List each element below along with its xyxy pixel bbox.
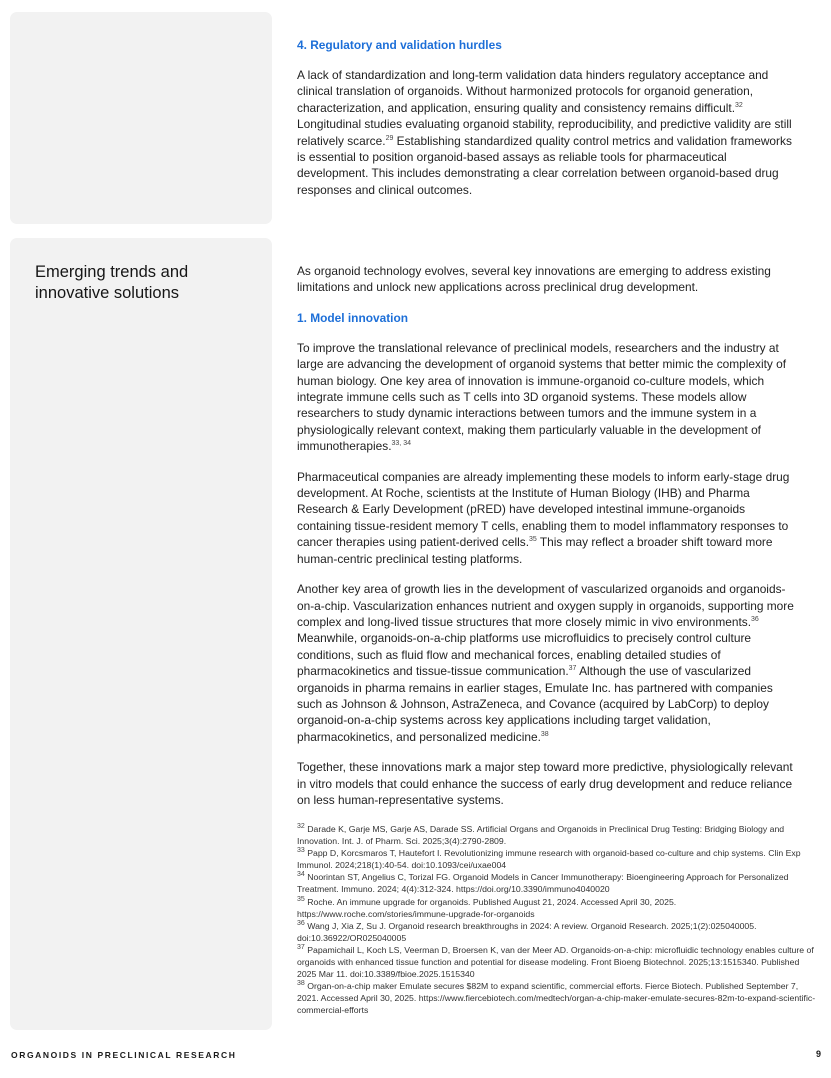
text-run: Meanwhile, organoids-on-a-chip platforms use microfluidics to precisely control culture conditions, such as fluid flow and mechanical forces, enabling detailed studies of pharmacokinetics and tissue-tissue communication. bbox=[297, 631, 752, 679]
reference-number: 32 bbox=[297, 823, 305, 831]
citation: 29 bbox=[385, 134, 394, 142]
citation: 35 bbox=[529, 536, 537, 544]
reference-item bbox=[297, 871, 817, 895]
sidebar-panel-top bbox=[10, 12, 272, 224]
citation: 33, 34 bbox=[391, 440, 411, 448]
text-run: This may reflect a broader shift toward more human-centric preclinical testing platforms. bbox=[297, 535, 773, 566]
reference-text: Darade K, Garje MS, Garje AS, Darade SS. Artificial Organs and Organoids in Preclinical Drug Testing: Bridging Biology and Innovation. Int. J. of Pharm. Sci. 2025;3(4):2790-2809. bbox=[297, 824, 785, 847]
paragraph-1 bbox=[297, 340, 797, 455]
regulatory-heading: 4. Regulatory and validation hurdles bbox=[297, 38, 502, 52]
section-title-line1: Emerging trends and bbox=[35, 263, 189, 281]
reference-item bbox=[297, 823, 817, 847]
reference-text: Organ-on-a-chip maker Emulate secures $82M to expand scientific, commercial efforts. Fierce Biotech. Published September 7, 2021. Accessed April 30, 2025. https://www.fiercebiotech.com/medtech/organ-a-chip-maker-emulate-secures-82m-to-expand-scientific-commercial-efforts bbox=[297, 981, 816, 1016]
reference-text: Roche. An immune upgrade for organoids. Published August 21, 2024. Accessed April 30, 2025. https://www.roche.com/stories/immune-upgrade-for-organoids bbox=[297, 896, 677, 919]
text-run: Although the use of vascularized organoids in pharma remains in earlier stages, Emulate Inc. has partnered with companies such as Johnson & Johnson, AstraZeneca, and Covance (acquired by LabCorp) to deploy organoid-on-a-chip systems across key applications including target validation, pharmacokinetics, and personalized medicine. bbox=[297, 664, 773, 744]
sidebar-panel-main bbox=[10, 238, 272, 1030]
reference-text: Wang J, Xia Z, Su J. Organoid research breakthroughs in 2024: A review. Organoid Research. 2025;1(2):025040005. doi:10.36922/OR025040005 bbox=[297, 920, 757, 943]
reference-number: 38 bbox=[297, 980, 305, 988]
reference-item bbox=[297, 896, 817, 920]
emerging-trends-section bbox=[297, 263, 797, 808]
text-run: Another key area of growth lies in the development of vascularized organoids and organoids-on-a-chip. Vascularization enhances nutrient and oxygen supply in organoids, supporting more complex and long-lived tissue structures that more closely mimic in vivo environments. bbox=[297, 582, 794, 629]
reference-text: Noorintan ST, Angelius C, Torizal FG. Organoid Models in Cancer Immunotherapy: Bioengineering Approach for Personalized Treatment. Immuno. 2024; 4(4):312-324. https://doi.org/10.3390/immuno4040020 bbox=[297, 872, 789, 895]
reference-number: 33 bbox=[297, 847, 305, 855]
section-title-line2: innovative solutions bbox=[35, 284, 180, 302]
model-innovation-heading: 1. Model innovation bbox=[297, 310, 408, 325]
regulatory-paragraph bbox=[297, 67, 797, 198]
citation: 36 bbox=[751, 615, 759, 623]
reference-item bbox=[297, 920, 817, 944]
reference-number: 34 bbox=[297, 871, 305, 879]
reference-number: 35 bbox=[297, 895, 305, 903]
text-run: Establishing standardized quality control metrics and validation frameworks is essential to position organoid-based assays as reliable tools for pharmaceutical development. This includes demonstrating a clear correlation between organoid-based drug responses and clinical outcomes. bbox=[297, 133, 792, 197]
section-title bbox=[35, 262, 265, 304]
paragraph-3 bbox=[297, 581, 797, 745]
citation: 37 bbox=[568, 665, 577, 673]
text-run: Pharmaceutical companies are already implementing these models to inform early-stage drug development. At Roche, scientists at the Institute of Human Biology (IHB) and Pharma Research & Early Development (pRED) have developed intestinal immune-organoids containing tissue-resident memory T cells, enabling them to model inflammatory responses to cancer therapies using patient-derived cells. bbox=[297, 469, 790, 550]
reference-item bbox=[297, 944, 817, 980]
reference-item bbox=[297, 980, 817, 1016]
regulatory-section bbox=[297, 37, 797, 198]
reference-number: 36 bbox=[297, 919, 305, 927]
reference-text: Papamichail L, Koch LS, Veerman D, Broersen K, van der Meer AD. Organoids-on-a-chip: microfluidic technology enables culture of organoids with enhanced tissue function and potential for disease modeling. Front Bioeng Biotechnol. 2025;13:1515340. Published 2025 Mar 11. doi:10.3389/fbioe.2025.1515340 bbox=[297, 944, 814, 980]
citation: 32 bbox=[735, 101, 743, 109]
intro-paragraph: As organoid technology evolves, several key innovations are emerging to address existing limitations and unlock new applications across preclinical drug development. bbox=[297, 264, 771, 295]
reference-item bbox=[297, 847, 817, 871]
reference-number: 37 bbox=[297, 944, 305, 952]
text-run: To improve the translational relevance of preclinical models, researchers and the industry at large are advancing the development of organoid systems that better mimic the complexity of human biology. One key area of innovation is immune-organoid co-culture models, which integrate immune cells such as T cells into 3D organoid systems. These models allow researchers to study dynamic interactions between tumors and the immune system in a physiologically relevant context, making them particularly valuable in the development of immunotherapies. bbox=[297, 340, 787, 454]
reference-text: Papp D, Korcsmaros T, Hautefort I. Revolutionizing immune research with organoid-based co-culture and chip systems. Clin Exp Immunol. 2024;218(1):40-54. doi:10.1093/cei/uxae004 bbox=[297, 848, 801, 871]
text-run: Longitudinal studies evaluating organoid stability, reproducibility, and predictive validity are still relatively scarce. bbox=[297, 117, 792, 148]
text-run: A lack of standardization and long-term validation data hinders regulatory acceptance and clinical translation of organoids. Without harmonized protocols for organoid generation, characterization, and application, ensuring quality and consistency remains difficult. bbox=[297, 68, 769, 115]
paragraph-4: Together, these innovations mark a major step toward more predictive, physiologically relevant in vitro models that could enhance the success of early drug development and reduce reliance on less human-representative systems. bbox=[297, 760, 793, 807]
footer-document-title: ORGANOIDS IN PRECLINICAL RESEARCH bbox=[11, 1050, 237, 1060]
page-number: 9 bbox=[815, 1049, 821, 1059]
paragraph-2 bbox=[297, 469, 797, 567]
references-list bbox=[297, 823, 817, 1017]
citation: 38 bbox=[540, 730, 549, 738]
